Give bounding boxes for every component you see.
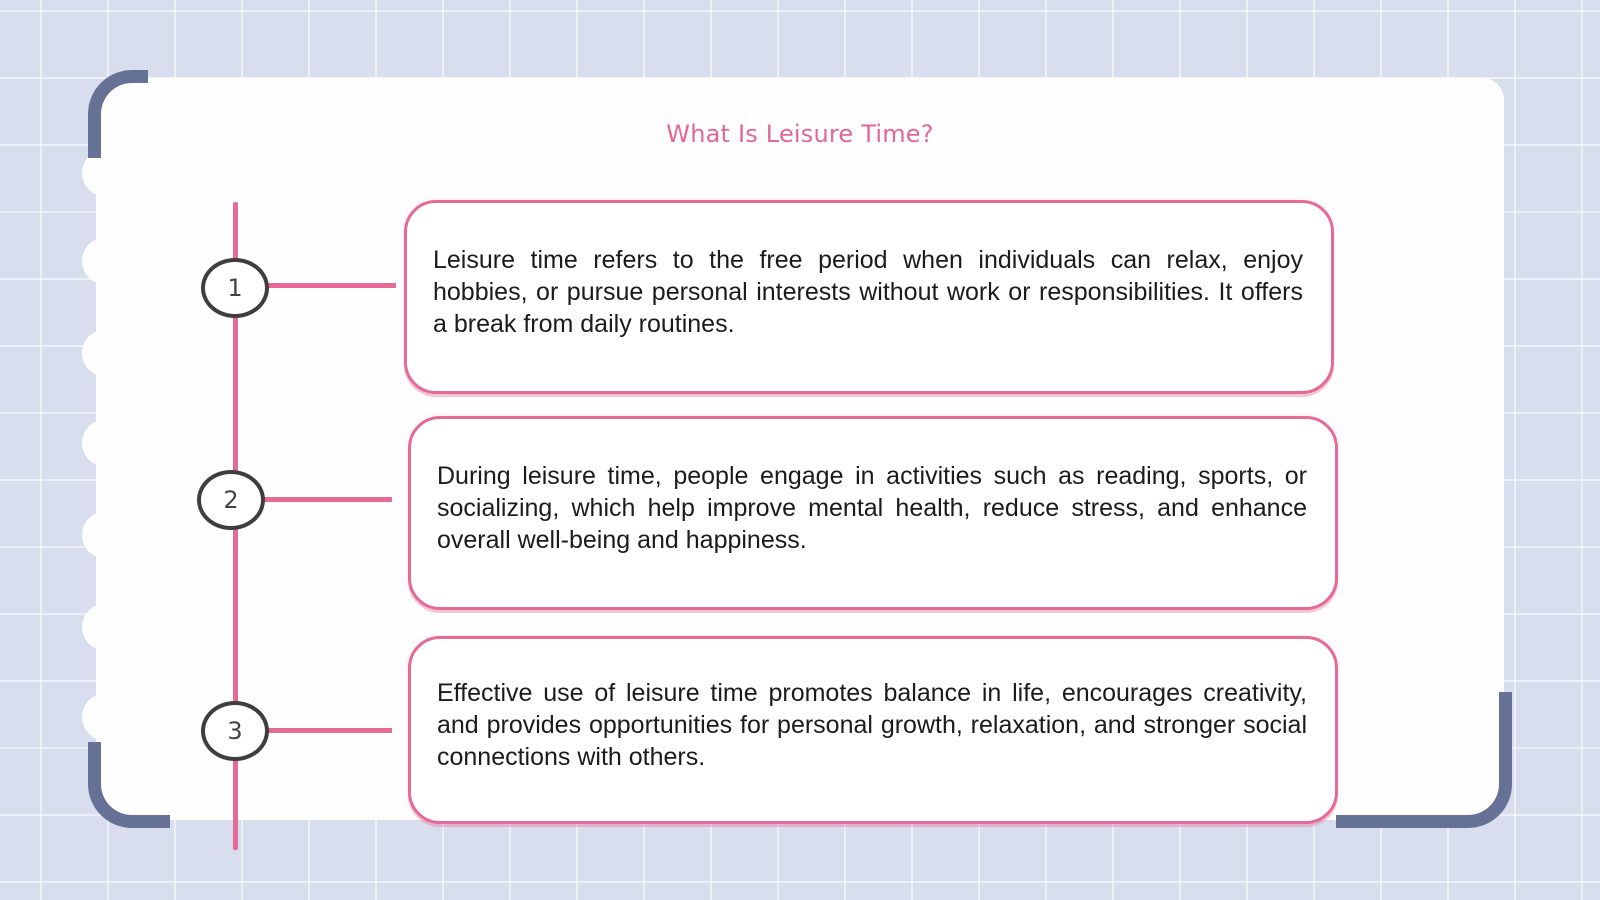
info-card (408, 416, 1338, 610)
timeline-connector (266, 728, 392, 733)
timeline-connector (266, 283, 396, 288)
paper-notch (82, 694, 126, 740)
step-number-circle (201, 258, 269, 318)
paper-notch (82, 330, 126, 376)
step-number: 1 (227, 274, 243, 302)
corner-bracket-bottom-left (88, 742, 170, 828)
timeline-connector (262, 497, 392, 502)
paper-notch (82, 238, 126, 284)
corner-bracket-bottom-right (1336, 692, 1512, 828)
paper-notch (82, 604, 126, 650)
step-number-circle (201, 701, 269, 761)
paper-notch (82, 512, 126, 558)
slide-title: What Is Leisure Time? (666, 120, 934, 148)
info-card-text: Effective use of leisure time promotes balance in life, encourages creativity, and provides opportunities for personal growth, relaxation, and stronger social connections with others. (437, 679, 1307, 771)
info-card-text: Leisure time refers to the free period when individuals can relax, enjoy hobbies, or pursue personal interests without work or responsibilities. It offers a break from daily routines. (433, 246, 1303, 338)
step-number-circle (197, 470, 265, 530)
corner-bracket-top-left (88, 70, 148, 158)
info-card (408, 636, 1338, 824)
step-number: 3 (227, 717, 243, 745)
step-number: 2 (223, 486, 239, 514)
paper-notch (82, 420, 126, 466)
info-card (404, 200, 1334, 394)
info-card-text: During leisure time, people engage in activities such as reading, sports, or socializing, which help improve mental health, reduce stress, and enhance overall well-being and happiness. (437, 462, 1307, 554)
